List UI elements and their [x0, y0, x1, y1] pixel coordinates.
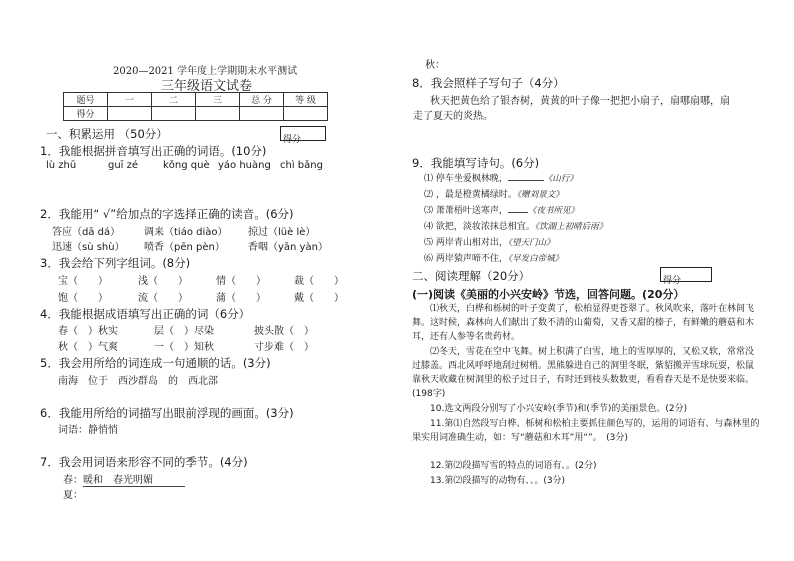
q5-title: 5．我会用所给的词连成一句通顺的话。(3分): [40, 356, 271, 370]
poem-source: 《夜书所见》: [527, 206, 579, 216]
reading-option: 迅速（sù shù）: [52, 242, 125, 253]
poem-text: ⑴ 停车坐爱枫林晚，: [424, 174, 508, 184]
word-blank[interactable]: 蒲（ ）: [216, 293, 266, 304]
word-blank[interactable]: 宝（ ）: [58, 276, 108, 287]
poem-line: [424, 187, 564, 200]
header-line: 2020—2021 学年度上学期期末水平测试: [113, 66, 298, 77]
score-box-1[interactable]: [280, 126, 326, 145]
q6-title: 6．我能用所给的词描写出眼前浮现的画面。(3分): [40, 406, 294, 420]
word-blank[interactable]: 情（ ）: [216, 276, 266, 287]
table-cell: 一: [108, 93, 152, 107]
pinyin-item: lù zhū: [46, 160, 77, 171]
idiom-blank[interactable]: 一（ ）知秋: [154, 342, 214, 353]
q7-spring-row: [63, 471, 185, 487]
table-cell[interactable]: [240, 107, 284, 121]
poem-text: ⑸ 两岸青山相对出，: [424, 238, 508, 248]
reading-option: 答应（dā dá）: [52, 227, 121, 238]
score-box-label: 得分: [663, 276, 682, 286]
poem-line: [424, 219, 607, 232]
q4-title: 4．我能根据成语填写出正确的词（6分）: [40, 307, 251, 321]
idiom-blank[interactable]: 层（ ）尽染: [154, 326, 214, 337]
q13: 13.第⑵段描写的动物有、、。(3分): [430, 476, 566, 486]
word-blank[interactable]: 戴（ ）: [294, 293, 344, 304]
summer-label: 夏：: [63, 490, 83, 501]
spring-label: 春：: [63, 475, 83, 486]
paper-title: 三年级语文试卷: [161, 79, 253, 94]
word-blank[interactable]: 饱（ ）: [58, 293, 108, 304]
idiom-blank[interactable]: 秋（ ）气爽: [58, 342, 118, 353]
idiom-blank[interactable]: 寸步难（ ）: [254, 342, 314, 353]
autumn-label: 秋：: [425, 60, 445, 71]
reading-option: 香咽（yān yàn）: [248, 242, 328, 253]
poem-source: 《赠刘景文》: [516, 190, 564, 200]
section-1-title: 一、积累运用 （50分）: [46, 127, 168, 141]
section-2-title: 二、阅读理解（20分）: [412, 269, 531, 283]
table-cell: 等 级: [284, 93, 328, 107]
table-cell: 得分: [64, 107, 108, 121]
q8-title: 8．我会照样子写句子（4分）: [412, 76, 565, 90]
q9-title: 9．我能填写诗句。(6分): [412, 156, 540, 170]
table-cell: 题号: [64, 93, 108, 107]
q12: 12.第⑵段描写雪的特点的词语有、。(2分): [430, 461, 597, 471]
poem-line: [424, 171, 578, 184]
table-cell[interactable]: [284, 107, 328, 121]
pinyin-item: chì bǎng: [280, 160, 323, 171]
reading-paragraph-1: ⑴秋天，白桦和栎树的叶子变黄了，松柏显得更苍翠了。秋风吹来，落叶在林间飞舞。这时候，森林向人们献出了数不清的山葡萄，又香又甜的榛子，有鲜嫩的蘑菇和木耳，还有人参等名贵药材。: [412, 304, 755, 342]
reading-option: 调来（tiáo diào）: [144, 227, 228, 238]
table-row: [64, 107, 328, 121]
word-blank[interactable]: 浅（ ）: [138, 276, 188, 287]
poem-text: ⑵ ，最是橙黄橘绿时。: [424, 190, 517, 200]
poem-source: 《饮湖上初晴后雨》: [534, 222, 608, 232]
table-cell: 二: [152, 93, 196, 107]
poem-text: ⑶ 萧萧梧叶送寒声，: [424, 206, 508, 216]
q7-title: 7．我会用词语来形容不同的季节。(4分): [40, 455, 248, 469]
poem-text: ⑹ 两岸猿声啼不住，: [424, 254, 508, 264]
q8-text-2: 走了夏天的炎热。: [413, 111, 493, 122]
table-row: [64, 93, 328, 107]
pinyin-item: kǒng què: [163, 160, 210, 171]
poem-source: 《山行》: [543, 174, 578, 184]
table-cell[interactable]: [108, 107, 152, 121]
score-box-label: 得分: [283, 135, 302, 145]
spring-answer[interactable]: 暖和 春光明媚: [83, 471, 185, 487]
q8-text-1: 秋天把黄色给了银杏树，黄黄的叶子像一把把小扇子，扇哪扇哪，扇: [430, 96, 730, 107]
poem-blank[interactable]: [508, 180, 544, 181]
word-blank[interactable]: 裁（ ）: [294, 276, 344, 287]
reading-intro: (一)阅读《美丽的小兴安岭》节选，回答问题。(20分）: [412, 288, 685, 301]
poem-text: ⑷ 欲把，淡妆浓抹总相宜。: [424, 222, 535, 232]
reading-option: 喷香（pēn pèn）: [144, 242, 225, 253]
score-box-2[interactable]: [660, 267, 712, 286]
reading-option: 掠过（lüè lè）: [248, 227, 316, 238]
poem-line: [424, 251, 563, 264]
q11: 11.第⑴自然段写白桦、栎树和松柏主要抓住颜色写的，运用的词语有、与森林里的果实用词准确生动，如：写“蘑菇和木耳”用“”。 (3分): [412, 419, 760, 443]
idiom-blank[interactable]: 披头散（ ）: [254, 326, 314, 337]
table-cell[interactable]: [152, 107, 196, 121]
score-table: [63, 92, 328, 121]
table-cell: 总 分: [240, 93, 284, 107]
q7-summer-row: [63, 486, 83, 501]
table-cell: 三: [196, 93, 240, 107]
q1-title: 1．我能根据拼音填写出正确的词语。(10分): [40, 144, 267, 158]
q10: 10.选文两段分别写了小兴安岭(季节)和(季节)的美丽景色。(2分): [430, 404, 688, 414]
table-cell[interactable]: [196, 107, 240, 121]
reading-paragraph-2: ⑵冬天，雪花在空中飞舞。树上积满了白雪，地上的雪厚厚的，又松又软，常常没过膝盖。西北风呼呼地刮过树梢。黑熊躲进自己的洞里冬眠，紫貂搬弄雪球玩耍，松鼠靠秋天收藏在树洞里的松子过日子，有时还到枝头数数更，看看春天是不是快要来临。(198字): [412, 347, 755, 399]
q6-words: 词语：静悄悄: [58, 425, 118, 436]
word-blank[interactable]: 流（ ）: [138, 293, 188, 304]
poem-source: 《望天门山》: [507, 238, 555, 248]
poem-line: [424, 203, 579, 216]
poem-blank[interactable]: [508, 212, 528, 213]
idiom-blank[interactable]: 春（ ）秋实: [58, 326, 118, 337]
poem-source: 《早发白帝城》: [507, 254, 564, 264]
q3-title: 3．我会给下列字组词。(8分): [40, 256, 191, 270]
pinyin-item: yáo huàng: [218, 160, 271, 171]
q5-words: 南海 位于 西沙群岛 的 西北部: [58, 376, 218, 387]
pinyin-item: guī zé: [108, 160, 139, 171]
q2-title: 2．我能用“ √”给加点的字选择正确的读音。(6分): [40, 207, 294, 221]
poem-line: [424, 235, 555, 248]
